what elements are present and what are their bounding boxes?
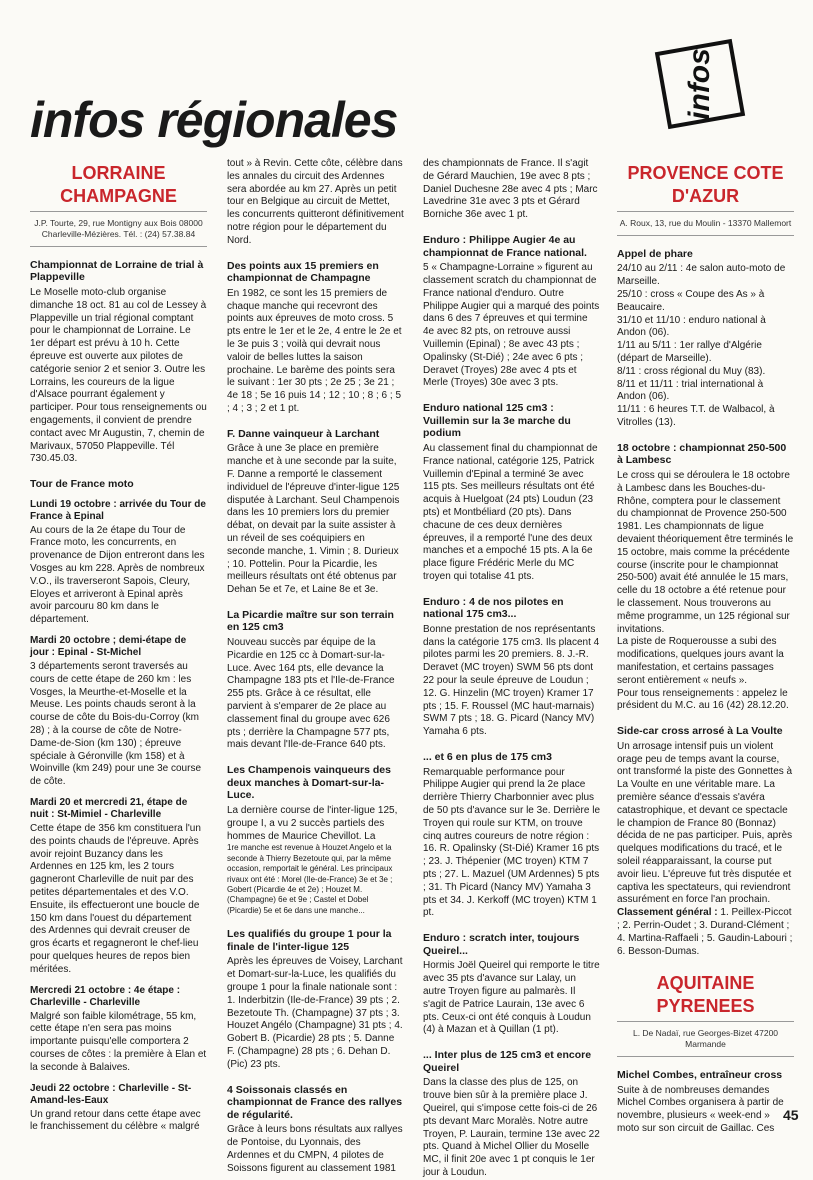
column-2 xyxy=(227,158,404,1175)
results-text: 1. Peillex-Piccot ; 2. Perrin-Oudet ; 3. Durand-Clément ; 4. Martina-Raffaeli ; 5. Gaudin-Labouri ; 6. Besson-Dumas. xyxy=(617,907,793,957)
logo-text: infos xyxy=(683,48,717,120)
article-body: Remarquable performance pour Philippe Augier qui prend la 2e place derrière Thierry Charbonnier avec plus de 50 pts d'avance sur le 3e. Derrière le Troyen qui roule sur KTM, on trouve cinq autres coureurs de notre région : 16. R. Opalinsky (St-Dié) Kramer 16 pts ; 23. J. Thépenier (MC troyen) KTM 7 pts ; 27. L. Mazuel (UM Ardennes) 5 pts ; 31. Th Picard (Nancy MV) Yamaha 3 pts et 34. J. Kerkoff (MC troyen) KTM 1 pt. xyxy=(423,766,601,919)
region-header-aquitaine xyxy=(617,968,794,1021)
results-label: Classement général : xyxy=(617,907,718,919)
region-title: AQUITAINE PYRENEES xyxy=(656,973,755,1016)
article-title: La Picardie maître sur son terrain en 125 cm3 xyxy=(227,608,394,634)
article-body: Un grand retour dans cette étape avec le franchissement du célèbre « malgré xyxy=(30,1108,201,1133)
list-item: 25/10 : cross « Coupe des As » à Beaucaire. xyxy=(617,289,765,313)
article-body: La dernière course de l'inter-ligue 125, groupe I, a vu 2 succès partiels des hommes de Maurice Chevillot. La xyxy=(227,805,398,842)
article-title: 18 octobre : championnat 250-500 à Lambesc xyxy=(617,441,787,467)
article-subtitle: Lundi 19 octobre : arrivée du Tour de France à Epinal xyxy=(30,498,206,522)
article-body: Pour tous renseignements : appelez le président du M.C. au 16 (42) 28.12.20. xyxy=(617,687,789,712)
region-title: PROVENCE COTE D'AZUR xyxy=(627,163,784,206)
list-item: 8/11 : cross régional du Muy (83). xyxy=(617,365,766,377)
article-subtitle: Mardi 20 octobre ; demi-étape de jour : Epinal - St-Michel xyxy=(30,635,187,659)
correspondent-address: J.P. Tourte, 29, rue Montigny aux Bois 08000 Charleville-Mézières. Tél. : (24) 57.38.84 xyxy=(30,211,207,247)
event-list xyxy=(617,263,794,429)
correspondent-address: L. De Nadaï, rue Georges-Bizet 47200 Marmande xyxy=(617,1021,794,1057)
region-header-lorraine xyxy=(30,158,207,211)
article-body: Bonne prestation de nos représentants dans la catégorie 175 cm3. Ils placent 4 pilotes parmi les 20 premiers. 8. J.-R. Deravet (MC troyen) SWM 56 pts dont 22 pour la seule épreuve de Loudun ; 12. G. Hinzelin (MC troyen) Kramer 17 pts ; 15. F. Roussel (MC haut-marnais) SWM 7 pts ; 18. G. Picard (Nancy MV) Yamaha 6 pts. xyxy=(423,623,600,738)
article-body: Au cours de la 2e étape du Tour de France moto, les concurrents, en provenance de Dijon entreront dans les Vosges au km 228. Après de nombreux V.O., ils traverseront Sapois, Cleury, Eloyes et arriveront à Epinal après avoir parcouru 80 km dans le département. xyxy=(30,524,205,626)
article-title: F. Danne vainqueur à Larchant xyxy=(227,427,380,440)
article-body-small: 1re manche est revenue à Houzet Angelo et la seconde à Thierry Bezetoute qui, par la même occasion, remportait le général. Les principaux rivaux ont été : Morel (Ile-de-France) 3e et 3e ; Gobert (Picardie 4e et 2e) ; Houzet M. (Champagne) 6e et 9e ; Castel et Dobel (Picardie) 5e et 6e dans une manche... xyxy=(227,843,393,915)
article-subtitle: Mercredi 21 octobre : 4e étape : Charleville - Charleville xyxy=(30,984,181,1008)
article-title: Tour de France moto xyxy=(30,478,134,491)
article-title: Enduro : 4 de nos pilotes en national 175 cm3... xyxy=(423,595,564,621)
article-body: Suite à de nombreuses demandes Michel Combes organisera à partir de novembre, plusieurs « week-end » moto sur son circuit de Gaillac. Ces xyxy=(617,1084,784,1135)
article-body: Le cross qui se déroulera le 18 octobre à Lambesc dans les Bouches-du-Rhône, comptera pour le classement du championnat de Provence 250-500 1981. Les championnats de ligue devaient théoriquement être terminés le 15 octobre, mais comme la précédente course (inscrite pour le championnat 250-500) avait été annulée le 15 mars, celle du 18 octobre a été retenue pour le classement. Nous trouverons au même programme, un 125 régional sur invitations. xyxy=(617,470,794,635)
article-body: Grâce à une 3e place en première manche et à une seconde par la suite, F. Danne a remporté le classement individuel de l'épreuve d'inter-ligue 125 disputée à Larchant. Seul Champenois dans les 10 premiers lors du premier débat, on devait par la suite assister à un réveil de ses coéquipiers en seconde manche, 1. Vimin ; 8. Durieux ; 10. Pottelin. Pour la Picardie, les meilleurs résultats ont été obtenus par Dehan 5e et 7e, et Laine 8e et 3e. xyxy=(227,443,400,596)
article-title: Enduro : Philippe Augier 4e au championnat de France national. xyxy=(423,233,587,259)
column-3 xyxy=(423,158,600,1180)
column-1 xyxy=(30,158,207,1134)
article-body: Malgré son faible kilométrage, 55 km, cette étape n'en sera pas moins importante puisqu'elle comportera 2 courses de côtes : la première à Elan et la seconde à Balaives. xyxy=(30,1010,207,1073)
article-title: 4 Soissonais classés en championnat de France des rallyes de régularité. xyxy=(227,1083,403,1121)
article-body: Grâce à leurs bons résultats aux rallyes de Pontoise, du Lyonnais, des Ardennes et du CMPN, 4 pilotes de Soissons figurent au classement 1981 xyxy=(227,1124,403,1174)
article-title: Appel de phare xyxy=(617,247,693,260)
article-subtitle: Mardi 20 et mercredi 21, étape de nuit : St-Mimiel - Charleville xyxy=(30,797,188,821)
page-title: infos régionales xyxy=(30,92,398,148)
list-item: 8/11 et 11/11 : trial international à Andon (06). xyxy=(617,378,764,403)
article-body: La piste de Roquerousse a subi des modifications, quelques jours avant la manifestation, et certains passages seront entièrement « neufs ». xyxy=(617,636,784,686)
article-title: Les qualifiés du groupe 1 pour la finale de l'inter-ligue 125 xyxy=(227,928,392,953)
list-item: 1/11 au 5/11 : 1er rallye d'Algérie (départ de Marseille). xyxy=(617,340,762,365)
article-body: Au classement final du championnat de France national, catégorie 125, Patrick Vuillemin d'Epinal a terminé 3e avec 115 pts. Ses meilleurs résultats ont été acquis à Huelgoat (24 pts) Loudun (23 pts) et Montbéliard (20 pts). Dans chacune de ces deux dernières épreuves, il a remporté l'une des deux manches et a empoché 15 pts. A la 6e place figure Frédéric Merle du MC troyen qui totalise 41 pts. xyxy=(423,442,598,582)
list-item: 11/11 : 6 heures T.T. de Walbacol, à Vitrolles (13). xyxy=(617,404,775,429)
article-body: 3 départements seront traversés au cours de cette étape de 260 km : les Vosges, la Meurthe-et-Moselle et la Meuse. Les points chauds seront à la course de côte du Bois-du-Corroy (km 28) ; à la course de côte de Notre-Dame-de-Sion (km 130) ; épreuve spéciale à Géronville (km 158) et à Woinville (km 249) pour une 3e course de côte. xyxy=(30,661,202,788)
column-4 xyxy=(617,158,794,1136)
list-item: 24/10 au 2/11 : 4e salon auto-moto de Marseille. xyxy=(617,263,786,288)
article-body: des championnats de France. Il s'agit de Gérard Mauchien, 19e avec 8 pts ; Daniel Duchesne 28e avec 4 pts ; Marc Lavedrine 31e avec 3 pts et Gérard Borniche 36e avec 1 pt. xyxy=(423,158,598,221)
article-subtitle: Jeudi 22 octobre : Charleville - St-Amand-les-Eaux xyxy=(30,1082,192,1106)
infos-logo xyxy=(655,39,745,129)
article-body: Cette étape de 356 km constituera l'un des points chauds de l'épreuve. Après avoir rejoint Buzancy dans les Ardennes en 125 km, les 2 tours gagneront Charleville de nuit par des petites départementales et des V.O. Ensuite, ils effectueront une boucle de 150 km dans l'ouest du département des Ardennes qui devrait creuser de gros écarts et regagneront le chef-lieu pour quelques heures de repos bien méritées. xyxy=(30,823,201,975)
article-body: Nouveau succès par équipe de la Picardie en 125 cc à Domart-sur-la-Luce. Avec 164 pts, elle devance la Champagne 183 pts et l'Ile-de-France 255 pts. Grâce à ce résultat, elle parvient à s'emparer de 2e place au classement final du groupe avec 626 pts ; derrière la Champagne 577 pts, mais devant l'Ile-de-France 640 pts. xyxy=(227,637,395,751)
region-header-provence xyxy=(617,158,794,211)
article-body: Hormis Joël Queirel qui remporte le titre avec 35 pts d'avance sur Lalay, un autre Troyen figure au palmarès. Il s'agit de Patrice Laurain, 13e avec 6 pts. Ceux-ci ont été conquis à Loudun (4) à Mazan et à Quillan (1 pt). xyxy=(423,960,600,1036)
article-title: Enduro : scratch inter, toujours Queirel... xyxy=(423,932,580,957)
article-title: Enduro national 125 cm3 : Vuillemin sur la 3e marche du podium xyxy=(423,402,571,440)
article-title: Des points aux 15 premiers en championnat de Champagne xyxy=(227,259,379,285)
article-title: ... et 6 en plus de 175 cm3 xyxy=(423,751,552,764)
article-body: Un arrosage intensif puis un violent orage peu de temps avant la course, ont transformé la piste des Gonnettes à La Voulte en une véritable mare. La première séance d'essais s'avéra catastrophique, et devant ce spectacle le champion de France 80 (Bonnaz) décida de ne pas participer. Puis, après quelques modifications du tracé, et le soleil réapparaissant, la course put avoir lieu. L'épreuve fut très disputée et captiva les spectateurs, qui reviendront assurément en force l'an prochain. xyxy=(617,740,793,906)
article-body: Après les épreuves de Voisey, Larchant et Domart-sur-la-Luce, les qualifiés du groupe 1 pour la finale nationale sont : 1. Inderbitzin (Ile-de-France) 39 pts ; 2. Bezetoute Th. (Champagne) 37 pts ; 3. Houzet Angélo (Champagne) 31 pts ; 4. Gobert B. (Picardie) 28 pts ; 5. Danne F. (Champagne) 28 pts ; 6. Dehan D. (Pic) 23 pts. xyxy=(227,956,403,1070)
article-body: En 1982, ce sont les 15 premiers de chaque manche qui recevront des points aux épreuves de moto cross. 5 pts entre le 1er et le 2e, 4 entre le 2e et le 3e puis 3 ; voilà qui devrait nous valoir de belles luttes la saison prochaine. Le barème des points sera le suivant : 1er 30 pts ; 2e 25 ; 3e 21 ; 4e 18 ; 5e 16 puis 14 ; 12 ; 10 ; 8 ; 6 ; 5 ; 4 ; 3 ; 2 et 1 pt. xyxy=(227,287,402,414)
article-title: Michel Combes, entraîneur cross xyxy=(617,1069,783,1082)
article-title: Championnat de Lorraine de trial à Plappeville xyxy=(30,258,204,284)
results-line xyxy=(617,907,794,958)
page-number: 45 xyxy=(783,1107,799,1123)
region-title: LORRAINE CHAMPAGNE xyxy=(60,163,177,206)
article-body: Le Moselle moto-club organise dimanche 18 oct. 81 au col de Lessey à Plappeville un trial régional comptant pour le championnat de Lorraine. Le 1er départ est prévu à 10 h. Cette épreuve est ouverte aux pilotes de catégorie senior 2 et senior 3. Outre les Lorrains, les coureurs de la ligue d'Alsace pourrant également y participer. Pour tous renseignements ou engagements, il convient de prendre contact avec Mr Augustin, 7, chemin de Marivaux, 57050 Plappeville. Tél 730.45.03. xyxy=(30,286,207,465)
article-body: tout » à Revin. Cette côte, célèbre dans les annales du circuit des Ardennes sera abordée au km 27. Après un petit tour en Belgique au circuit de Mettet, les concurrents quitteront définitivement notre région pour le département du Nord. xyxy=(227,158,404,246)
article-body: 5 « Champagne-Lorraine » figurent au classement scratch du championnat de France national d'enduro. Outre Philippe Augier qui a marqué des points dans 6 des 7 épreuves et qui termine 4e avec 82 pts, on retrouve aussi Vuillemin (Epinal) ; 8e avec 43 pts ; Opalinsky (St-Dié) ; 24e avec 6 pts ; Deravet (Troyes) 28e avec 4 pts et Merle (Troyes) 30e avec 3 pts. xyxy=(423,262,600,389)
article-body: Dans la classe des plus de 125, on trouve bien sûr à la première place J. Queirel, qui s'impose cette fois-ci de 26 pts devant Marc Moralès. Notre autre Troyen, P. Laurain, termine 13e avec 22 pts. Quand à Michel Ollier du Moselle MC, il finit 20e avec 1 pt conquis le 1er jour à Loudun. xyxy=(423,1077,600,1178)
list-item: 31/10 et 11/10 : enduro national à Andon (06). xyxy=(617,314,766,339)
article-title: ... Inter plus de 125 cm3 et encore Queirel xyxy=(423,1049,592,1074)
correspondent-address: A. Roux, 13, rue du Moulin - 13370 Mallemort xyxy=(617,211,794,236)
article-title: Les Champenois vainqueurs des deux manches à Domart-sur-la-Luce. xyxy=(227,764,391,802)
article-title: Side-car cross arrosé à La Voulte xyxy=(617,725,783,738)
